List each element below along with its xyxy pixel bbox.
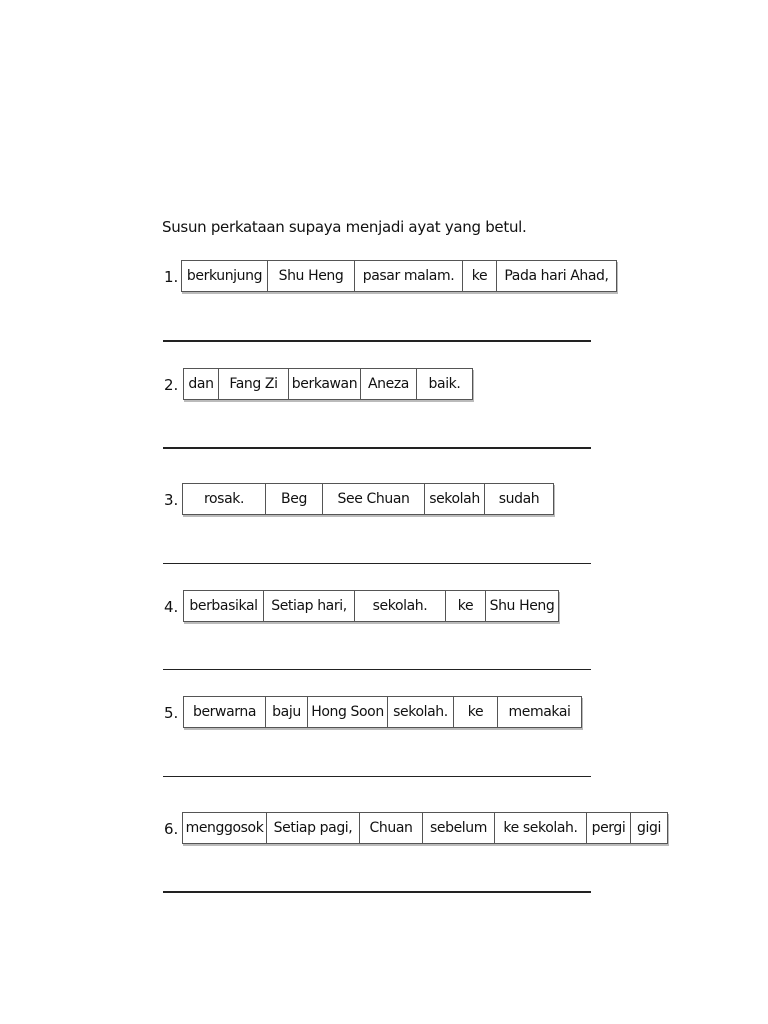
word-box: dan (184, 369, 219, 399)
word-boxes (183, 368, 473, 400)
word-box: Aneza (361, 369, 417, 399)
word-box: sekolah. (355, 591, 446, 621)
word-box: sebelum (423, 813, 495, 843)
answer-line (163, 891, 591, 893)
word-box: ke (463, 261, 497, 291)
word-box: sekolah. (388, 697, 454, 727)
answer-line (163, 447, 591, 449)
word-box: baju (266, 697, 308, 727)
word-box: menggosok (183, 813, 267, 843)
word-box: Pada hari Ahad, (504, 268, 609, 284)
answer-line (163, 776, 591, 777)
word-boxes (183, 590, 559, 622)
word-box: Chuan (360, 813, 423, 843)
word-boxes (182, 812, 668, 844)
word-box: berkawan (289, 369, 361, 399)
word-box: ke sekolah. (495, 813, 587, 843)
word-boxes (181, 260, 617, 292)
word-boxes (182, 483, 554, 515)
word-box: memakai (508, 704, 571, 720)
word-box: pasar malam. (355, 261, 463, 291)
word-box: berbasikal (184, 591, 264, 621)
word-box: baik. (428, 376, 461, 392)
word-box: sekolah (425, 484, 485, 514)
answer-line (163, 340, 591, 342)
word-box: gigi (637, 820, 661, 836)
word-box: Setiap hari, (264, 591, 355, 621)
word-box: berwarna (184, 697, 266, 727)
question-number: 4. (164, 598, 179, 616)
word-box: berkunjung (182, 261, 268, 291)
answer-line (163, 669, 591, 670)
word-box: Shu Heng (268, 261, 355, 291)
word-box: Shu Heng (489, 598, 555, 614)
answer-line (163, 563, 591, 564)
word-box: Beg (266, 484, 323, 514)
word-box: See Chuan (323, 484, 425, 514)
word-box: Hong Soon (308, 697, 388, 727)
word-box: Setiap pagi, (267, 813, 360, 843)
question-number: 2. (164, 376, 179, 394)
word-box: ke (454, 697, 498, 727)
instruction-text: Susun perkataan supaya menjadi ayat yang betul. (162, 218, 527, 236)
question-number: 5. (164, 704, 179, 722)
word-boxes (183, 696, 582, 728)
word-box: ke (446, 591, 486, 621)
word-box: pergi (587, 813, 631, 843)
question-number: 1. (164, 268, 179, 286)
question-number: 6. (164, 820, 179, 838)
word-box: Fang Zi (219, 369, 289, 399)
question-number: 3. (164, 491, 179, 509)
word-box: sudah (498, 491, 540, 507)
word-box: rosak. (183, 484, 266, 514)
